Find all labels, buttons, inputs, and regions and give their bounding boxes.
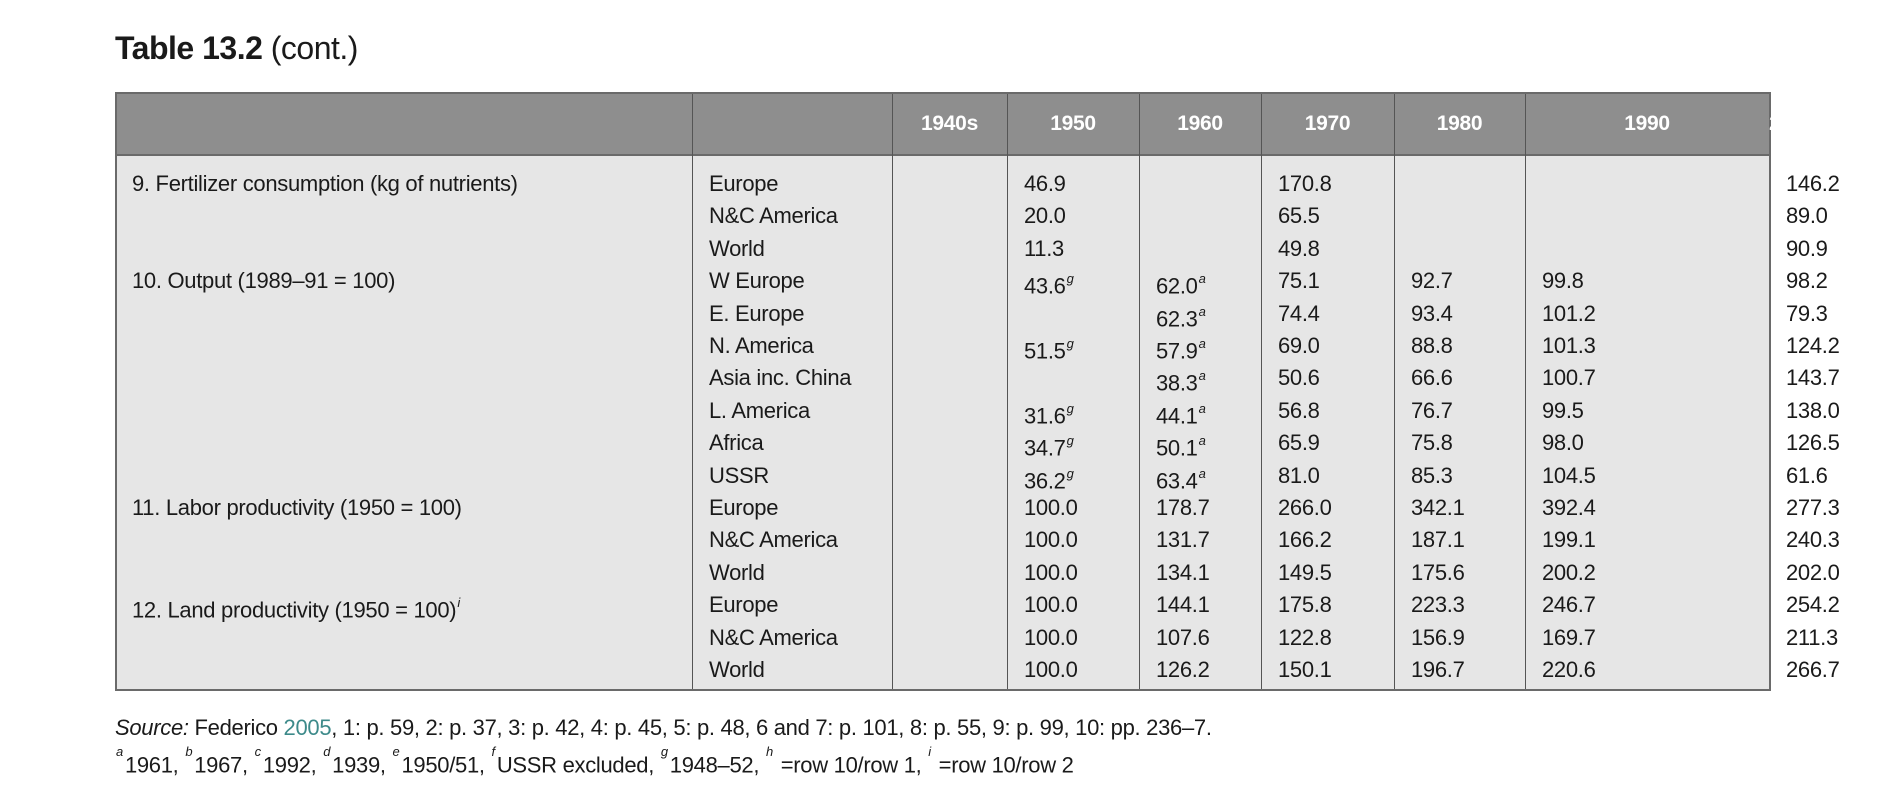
cell-value: 200.2 xyxy=(1542,559,1596,585)
footnote-marker: g xyxy=(1066,465,1074,481)
row-category xyxy=(132,168,518,200)
cell-value: 134.1 xyxy=(1156,559,1210,585)
cell-value: 43.6 xyxy=(1024,273,1066,299)
data-cell xyxy=(1411,589,1465,621)
cell-value: 149.5 xyxy=(1278,559,1332,585)
data-cell xyxy=(1411,557,1465,589)
table-header xyxy=(117,94,1815,156)
footnote-marker: a xyxy=(1198,303,1206,319)
data-cell xyxy=(1024,168,1066,200)
data-cell xyxy=(1278,298,1320,330)
cell-value: 100.0 xyxy=(1024,624,1078,650)
data-cell xyxy=(1786,362,1840,394)
cell-value: 144.1 xyxy=(1156,592,1210,618)
data-cell xyxy=(1786,622,1838,654)
data-cell xyxy=(1786,200,1828,232)
data-cell xyxy=(1278,427,1320,459)
data-cell xyxy=(1156,524,1210,556)
data-cell xyxy=(1156,492,1210,524)
cell-value: 240.3 xyxy=(1786,527,1840,553)
cell-value: 131.7 xyxy=(1156,527,1210,553)
row-region: N&C America xyxy=(709,527,838,553)
footnote-text: =row 10/row 2 xyxy=(932,752,1074,778)
cell-value: 50.6 xyxy=(1278,365,1320,391)
cell-value: 61.6 xyxy=(1786,462,1828,488)
cell-value: 44.1 xyxy=(1156,403,1198,429)
cell-value: 100.7 xyxy=(1542,365,1596,391)
data-cell xyxy=(1542,265,1584,297)
row-category-label: 11. Labor productivity (1950 = 100) xyxy=(132,495,462,520)
footnote-text: USSR excluded, xyxy=(496,752,660,778)
cell-value: 156.9 xyxy=(1411,624,1465,650)
cell-value: 65.9 xyxy=(1278,430,1320,456)
cell-value: 150.1 xyxy=(1278,657,1332,682)
cell-value: 107.6 xyxy=(1156,624,1210,650)
cell-value: 34.7 xyxy=(1024,435,1066,461)
column-divider xyxy=(1525,94,1526,689)
footnote-marker: a xyxy=(116,744,123,759)
data-cell xyxy=(1411,622,1465,654)
column-divider xyxy=(692,94,693,689)
data-cell xyxy=(1024,330,1074,362)
data-cell xyxy=(1542,654,1596,686)
data-cell xyxy=(1786,492,1840,524)
cell-value: 122.8 xyxy=(1278,624,1332,650)
column-divider xyxy=(1261,94,1262,689)
cell-value: 220.6 xyxy=(1542,657,1596,682)
cell-value: 100.0 xyxy=(1024,527,1078,553)
footnote-marker: a xyxy=(1198,271,1206,287)
footnote-marker: a xyxy=(1198,433,1206,449)
data-cell xyxy=(1156,265,1206,297)
data-cell xyxy=(1786,427,1840,459)
data-cell xyxy=(1542,460,1596,492)
cell-value: 98.2 xyxy=(1786,268,1828,294)
data-cell xyxy=(1786,265,1828,297)
cell-value: 277.3 xyxy=(1786,495,1840,520)
footnote-text: 1939, xyxy=(332,752,392,778)
cell-value: 126.5 xyxy=(1786,430,1840,456)
table-number: Table 13.2 xyxy=(115,30,263,66)
data-cell xyxy=(1024,589,1078,621)
footnote-marker: i xyxy=(928,744,931,759)
row-category-label: 10. Output (1989–91 = 100) xyxy=(132,268,396,294)
data-cell xyxy=(1278,557,1332,589)
cell-value: 93.4 xyxy=(1411,300,1453,326)
data-cell xyxy=(1786,298,1828,330)
source-label: Source: xyxy=(115,715,189,740)
data-cell xyxy=(1156,362,1206,394)
cell-value: 100.0 xyxy=(1024,495,1078,520)
data-cell xyxy=(1278,460,1320,492)
data-cell xyxy=(1278,200,1320,232)
data-cell xyxy=(1411,330,1453,362)
data-cell xyxy=(1278,654,1332,686)
cell-value: 69.0 xyxy=(1278,333,1320,358)
data-cell xyxy=(1786,589,1840,621)
data-cell xyxy=(1156,589,1210,621)
cell-value: 49.8 xyxy=(1278,235,1320,261)
data-cell xyxy=(1278,168,1332,200)
cell-value: 178.7 xyxy=(1156,495,1210,520)
cell-value: 101.2 xyxy=(1542,300,1596,326)
data-cell xyxy=(1786,557,1840,589)
header-year: 1990 xyxy=(1624,112,1670,135)
footnote-marker: e xyxy=(392,744,400,759)
cell-value: 166.2 xyxy=(1278,527,1332,553)
source-author: Federico xyxy=(188,715,284,740)
data-cell xyxy=(1411,654,1465,686)
footnote-marker: a xyxy=(1198,336,1206,351)
table-title xyxy=(115,30,358,67)
cell-value: 124.2 xyxy=(1786,333,1840,358)
data-cell xyxy=(1278,265,1320,297)
data-cell xyxy=(1411,492,1465,524)
cell-value: 66.6 xyxy=(1411,365,1453,391)
cell-value: 101.3 xyxy=(1542,333,1596,358)
data-cell xyxy=(1278,362,1320,394)
cell-value: 20.0 xyxy=(1024,203,1066,229)
cell-value: 202.0 xyxy=(1786,559,1840,585)
data-cell xyxy=(1411,362,1453,394)
cell-value: 175.8 xyxy=(1278,592,1332,618)
cell-value: 199.1 xyxy=(1542,527,1596,553)
cell-value: 187.1 xyxy=(1411,527,1465,553)
data-cell xyxy=(1156,654,1210,686)
data-cell xyxy=(1156,330,1206,362)
data-cell xyxy=(1024,395,1074,427)
data-cell xyxy=(1024,233,1064,265)
cell-value: 75.8 xyxy=(1411,430,1453,456)
cell-value: 246.7 xyxy=(1542,592,1596,618)
cell-value: 223.3 xyxy=(1411,592,1465,618)
cell-value: 46.9 xyxy=(1024,171,1066,196)
cell-value: 99.8 xyxy=(1542,268,1584,294)
row-region: Europe xyxy=(709,495,779,520)
footnote-marker: g xyxy=(1066,433,1074,449)
data-cell xyxy=(1156,460,1206,492)
footnote-text: 1948–52, xyxy=(669,752,765,778)
data-cell xyxy=(1024,524,1078,556)
column-divider xyxy=(1139,94,1140,689)
data-cell xyxy=(1024,427,1074,459)
table-continuation: (cont.) xyxy=(262,30,358,66)
data-cell xyxy=(1542,330,1596,362)
header-year: 1970 xyxy=(1304,112,1351,135)
cell-value: 342.1 xyxy=(1411,495,1465,520)
cell-value: 211.3 xyxy=(1786,624,1838,650)
cell-value: 56.8 xyxy=(1278,397,1320,423)
cell-value: 90.9 xyxy=(1786,235,1828,261)
data-cell xyxy=(1024,557,1078,589)
data-cell xyxy=(1156,395,1206,427)
data-cell xyxy=(1024,492,1078,524)
data-cell xyxy=(1786,460,1828,492)
cell-value: 126.2 xyxy=(1156,657,1210,682)
cell-value: 31.6 xyxy=(1024,403,1066,429)
data-cell xyxy=(1156,427,1206,459)
row-region: E. Europe xyxy=(709,300,805,326)
footnote-marker: f xyxy=(491,744,495,759)
cell-value: 266.7 xyxy=(1786,657,1840,682)
footnote-text: 1992, xyxy=(262,752,323,778)
cell-value: 63.4 xyxy=(1156,467,1198,493)
row-region: N&C America xyxy=(709,624,838,650)
footnote-marker: a xyxy=(1198,465,1206,481)
footnote-marker: g xyxy=(660,744,668,759)
cell-value: 175.6 xyxy=(1411,559,1465,585)
data-cell xyxy=(1786,168,1840,200)
data-cell xyxy=(1542,395,1584,427)
data-cell xyxy=(1278,395,1320,427)
column-divider xyxy=(892,94,893,689)
data-cell xyxy=(1024,654,1078,686)
cell-value: 75.1 xyxy=(1278,268,1320,294)
data-cell xyxy=(1542,622,1596,654)
cell-value: 104.5 xyxy=(1542,462,1596,488)
data-cell xyxy=(1542,298,1596,330)
data-cell xyxy=(1278,492,1332,524)
header-year: 2000 xyxy=(1769,112,1815,135)
footnote-marker: h xyxy=(765,744,773,759)
cell-value: 74.4 xyxy=(1278,300,1320,326)
cell-value: 62.0 xyxy=(1156,273,1198,299)
cell-value: 57.9 xyxy=(1156,338,1198,364)
cell-value: 89.0 xyxy=(1786,203,1828,229)
data-cell xyxy=(1786,395,1840,427)
cell-value: 143.7 xyxy=(1786,365,1840,391)
data-cell xyxy=(1411,298,1453,330)
cell-value: 138.0 xyxy=(1786,397,1840,423)
data-cell xyxy=(1024,622,1078,654)
cell-value: 170.8 xyxy=(1278,171,1332,196)
footnote-marker: a xyxy=(1198,368,1206,384)
footnote-text: 1950/51, xyxy=(401,752,491,778)
cell-value: 65.5 xyxy=(1278,203,1320,229)
data-cell xyxy=(1542,557,1596,589)
data-cell xyxy=(1542,492,1596,524)
footnote-marker: b xyxy=(185,744,193,759)
data-cell xyxy=(1024,460,1074,492)
cell-value: 36.2 xyxy=(1024,467,1066,493)
data-cell xyxy=(1411,460,1453,492)
footnote-marker: g xyxy=(1066,336,1074,351)
data-cell xyxy=(1278,524,1332,556)
footnote-marker: d xyxy=(323,744,331,759)
cell-value: 11.3 xyxy=(1024,235,1064,261)
footnote-text: 1961, xyxy=(124,752,185,778)
data-cell xyxy=(1542,589,1596,621)
cell-value: 99.5 xyxy=(1542,397,1584,423)
cell-value: 38.3 xyxy=(1156,370,1198,396)
footnote-marker: a xyxy=(1198,400,1206,416)
cell-value: 81.0 xyxy=(1278,462,1320,488)
header-year: 1950 xyxy=(1050,112,1096,135)
row-category-label: 9. Fertilizer consumption (kg of nutrients) xyxy=(132,171,518,196)
cell-value: 98.0 xyxy=(1542,430,1584,456)
data-cell xyxy=(1156,557,1210,589)
cell-value: 51.5 xyxy=(1024,338,1066,364)
data-cell xyxy=(1542,362,1596,394)
cell-value: 100.0 xyxy=(1024,559,1078,585)
cell-value: 392.4 xyxy=(1542,495,1596,520)
source-year-link[interactable]: 2005 xyxy=(283,715,332,740)
cell-value: 196.7 xyxy=(1411,657,1465,682)
row-region: N. America xyxy=(709,333,814,358)
footnote-marker: i xyxy=(457,595,460,611)
data-cell xyxy=(1024,200,1066,232)
row-region: Africa xyxy=(709,430,764,456)
data-cell xyxy=(1156,298,1206,330)
row-region: W Europe xyxy=(709,268,805,294)
source-line xyxy=(115,712,1212,744)
data-table xyxy=(115,92,1840,691)
row-region: World xyxy=(709,235,765,261)
data-cell xyxy=(1786,233,1828,265)
data-cell xyxy=(1411,427,1453,459)
data-cell xyxy=(1156,622,1210,654)
row-region: Europe xyxy=(709,592,779,618)
cell-value: 100.0 xyxy=(1024,657,1078,682)
header-year: 1960 xyxy=(1177,112,1223,135)
row-region: Asia inc. China xyxy=(709,365,852,391)
cell-value: 92.7 xyxy=(1411,268,1453,294)
footnote-marker: g xyxy=(1066,400,1074,416)
data-cell xyxy=(1786,524,1840,556)
footnotes xyxy=(115,744,1212,781)
cell-value: 146.2 xyxy=(1786,171,1840,196)
data-cell xyxy=(1786,330,1840,362)
row-region: L. America xyxy=(709,397,810,423)
cell-value: 100.0 xyxy=(1024,592,1078,618)
cell-value: 85.3 xyxy=(1411,462,1453,488)
cell-value: 50.1 xyxy=(1156,435,1198,461)
footnote-text: 1967, xyxy=(194,752,254,778)
cell-value: 266.0 xyxy=(1278,495,1332,520)
data-cell xyxy=(1278,589,1332,621)
data-cell xyxy=(1542,524,1596,556)
header-year: 1940s xyxy=(921,112,978,135)
data-cell xyxy=(1278,233,1320,265)
source-pages: , 1: p. 59, 2: p. 37, 3: p. 42, 4: p. 45, 5: p. 48, 6 and 7: p. 101, 8: p. 55, 9: p. 99, 10: pp. 236–7. xyxy=(331,715,1212,740)
data-cell xyxy=(1786,654,1840,686)
column-divider xyxy=(1007,94,1008,689)
footnote-text: =row 10/row 1, xyxy=(774,752,928,778)
cell-value: 254.2 xyxy=(1786,592,1840,618)
row-category xyxy=(132,589,460,621)
row-category xyxy=(132,492,462,524)
row-category xyxy=(132,265,395,297)
cell-value: 76.7 xyxy=(1411,397,1453,423)
footnote-marker: g xyxy=(1066,271,1074,287)
data-cell xyxy=(1411,524,1465,556)
data-cell xyxy=(1278,330,1320,362)
data-cell xyxy=(1278,622,1332,654)
column-divider xyxy=(1394,94,1395,689)
data-cell xyxy=(1411,395,1453,427)
data-cell xyxy=(1411,265,1453,297)
row-region: Europe xyxy=(709,171,779,196)
footnote-marker: c xyxy=(254,744,261,759)
cell-value: 62.3 xyxy=(1156,305,1198,331)
cell-value: 169.7 xyxy=(1542,624,1596,650)
row-region: World xyxy=(709,559,765,585)
header-year: 1980 xyxy=(1436,112,1483,135)
table-source xyxy=(115,712,1212,781)
row-category-label: 12. Land productivity (1950 = 100) xyxy=(132,597,457,623)
row-region: USSR xyxy=(709,462,769,488)
cell-value: 79.3 xyxy=(1786,300,1828,326)
cell-value: 88.8 xyxy=(1411,333,1453,358)
data-cell xyxy=(1542,427,1584,459)
row-region: World xyxy=(709,657,765,682)
row-region: N&C America xyxy=(709,203,838,229)
data-cell xyxy=(1024,265,1074,297)
